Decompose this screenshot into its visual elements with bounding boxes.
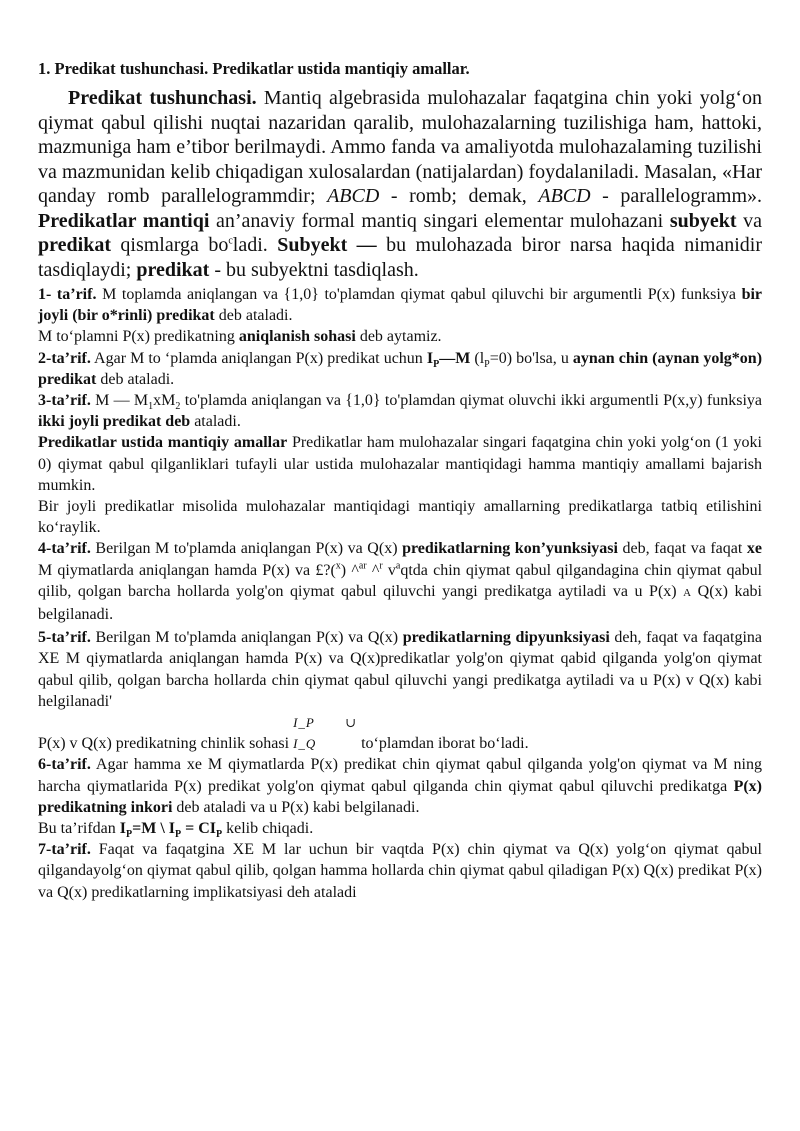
definition-text: xM [153,392,176,410]
definition-term: predikatlarning kon’yunksiyasi [402,540,618,558]
subscript: P [125,829,133,841]
definition-term: ikki joyli predikat deb [38,413,191,431]
definition-text: ) ^ [340,561,359,579]
superscript-mark: ar [358,560,367,572]
intro-text: - romb; demak, [379,185,539,207]
definition-text: deb ataladi. [96,370,175,388]
paragraph-text: Predikatlar ham mulohazalar singari faqatgina chin yoki yolg‘on (1 yoki 0) qiymat qabul qilganliklari tufayli ular ustida mulohazalar mantiqidagi hamma mantiqiy amallami bajarish mumkin. [38,434,763,494]
definition-text: Berilgan M to'plamda aniqlangan P(x) va Q(x) [90,540,403,558]
definition-text: deb, faqat va faqat [617,540,747,558]
definition-text: Faqat va faqatgina XE M lar uchun bir vaqtda P(x) chin qiymat va Q(x) yolg‘on qiymat qabul qilgandayolg‘on qiymat qabul qilib, qolgan hamma hollarda chin qiymat qabul qiladigan P(x) Q(x) predikat P(x) va Q(x) predikatlarning implikatsiyasi deh ataladi [38,841,762,901]
definition-label: 2-ta’rif. [38,349,91,367]
negation-formula-paragraph [38,818,762,839]
definition-label: 3-ta’rif. [38,392,91,410]
paragraph-text: M to‘plamni P(x) predikatning [38,328,239,346]
conjunction-symbol: A [683,586,692,599]
intro-text: - bu subyektni tasdiqlash. [209,258,419,281]
definition-term: predikatlarning dipyunksiyasi [402,629,610,647]
definition-text: ^ [366,561,380,579]
definition-text: M qiymatlarda aniqlangan hamda P(x) va £?( [38,561,336,579]
superscript-mark: r [379,560,383,572]
definition-1 [38,284,762,326]
formula-part: I [426,349,434,367]
subscript: P [484,358,490,370]
intro-text: - parallelogramm». [590,185,762,207]
domain-paragraph [38,326,762,347]
definition-term: bir joyli (bir o*rinli) predikat [38,286,763,325]
definition-text: Agar M to ‘plamda aniqlangan P(x) predikat uchun [90,349,427,367]
operations-paragraph [38,432,762,496]
definition-text: deb ataladi va u P(x) kabi belgilanadi. [172,798,420,816]
definition-label: 6-ta’rif. [38,756,91,774]
subscript: P [433,358,440,370]
definition-2 [38,348,762,390]
superscript-mark: c [228,235,233,247]
paragraph-text: deb aytamiz. [355,328,442,346]
apply-paragraph: Bir joyli predikatlar misolida mulohazalar mantiqidagi mantiqiy amallarning predikatlarga tatbiq etilishini ko‘raylik. [38,498,762,537]
definition-5 [38,627,762,712]
formula-part: —M [439,349,471,367]
definition-text: =0) bo'lsa, u [489,349,573,367]
term-predikat-def: predikat [136,258,210,281]
term-subyekt: subyekt [669,209,737,232]
definition-term: P(x) predikatning inkori [38,777,762,816]
definition-text: qtda chin qiymat qabul qilgandagina chin qiymat qabul qilib, qolgan barcha hollarda yolg'on qiymat qabul qiluvchi yangi predikatga aytiladi va u P(x) [38,561,763,600]
term-predikatlar-mantiqi: Predikatlar mantiqi [38,209,210,232]
superscript-mark: a [395,560,401,572]
formula-part: = CI [181,820,216,838]
intro-text: va [736,209,762,232]
subscript: 1 [148,401,154,413]
definition-3 [38,390,762,432]
definition-7 [38,839,762,903]
definition-text: to'plamda aniqlangan va {1,0} to'plamdan qiymat oluvchi ikki argumentli P(x,y) funksiya [180,392,763,410]
definition-text: ataladi. [190,413,241,431]
intro-paragraph [38,86,762,282]
subscript: 2 [175,401,181,413]
definition-text: deb ataladi. [214,307,293,325]
intro-text: ladi. [232,234,278,256]
formula-part: =M \ I [132,820,175,838]
definition-text: M — M [90,392,149,410]
intro-text: an’anaviy formal mantiq singari elementar mulohazani [209,209,670,232]
definition-text: M toplamda aniqlangan va {1,0} to'plamdan qiymat qabul qiluvchi bir argumentli P(x) funksiya [96,286,742,303]
definition-text: v [382,561,396,579]
subscript: P [174,829,182,841]
abcd-term: ABCD [327,185,380,207]
union-formula: I_P ∪ I_Q [293,715,358,752]
intro-text: qismlarga bo [110,234,229,256]
abcd-term: ABCD [538,185,591,207]
definition-text: Berilgan M to'plamda aniqlangan P(x) va Q(x) [90,629,403,647]
term-aniqlanish-sohasi: aniqlanish sohasi [238,328,356,346]
definition-6 [38,754,762,818]
superscript-mark: x [335,560,341,572]
paragraph-text: kelib chiqadi. [222,820,314,838]
paragraph-text: to‘plamdan iborat bo‘ladi. [357,735,529,753]
truth-domain-paragraph [38,712,762,754]
definition-label: 1- ta’rif. [38,286,97,303]
paragraph-text: P(x) v Q(x) predikatning chinlik sohasi [38,735,294,753]
paragraph-text: Bu ta’rifdan [38,820,120,838]
definition-label: 7-ta’rif. [38,841,91,859]
intro-text: bu mulohazada biror narsa haqida nimanidir tasdiqlaydi; [38,234,762,281]
definition-text: (l [470,349,485,367]
definition-term: xe [746,540,762,558]
definition-term: aynan chin (aynan yolg*on) predikat [38,349,763,388]
definition-text: deh, faqat va faqatgina XE M qiymatlarda aniqlangan hamda P(x) va Q(x)predikatlar yolg'on qiymat qabid qilganda yolg'on qiymat qabul qilib, qolgan barcha hollarda chin qiymat qabul qiluvchi yangi predikatga aytiladi va u P(x) v Q(x) kabi helgilanadi' [38,629,763,710]
formula-ip-m [426,349,471,370]
intro-text: Mantiq algebrasida mulohazalar faqatgina chin yoki yolg‘on qiymat qabul qilishi nuqtai nazaridan qaralib, mulohazalarning tuzilishiga ham, hattoki, mazmuniga ham e’tibor berilmaydi. Ammo fanda va amaliyotda mulohazalaming tuzilishi va mazmunidan kelib chiqadigan xulosalardan (natijalardan) foydalaniladi. Masalan, «Har qanday romb parallelogrammdir; [38,87,762,207]
intro-lead: Predikat tushunchasi. [68,87,257,109]
definition-label: 5-ta’rif. [38,629,91,647]
negation-formula [119,820,223,841]
section-heading: 1. Predikat tushunchasi. Predikatlar ustida mantiqiy amallar. [38,59,470,78]
term-predikat: predikat [38,234,111,256]
operations-heading: Predikatlar ustida mantiqiy amallar [38,434,288,452]
definition-text: Q(x) kabi belgilanadi. [38,582,762,624]
definition-4 [38,538,762,625]
definition-text: Agar hamma xe M qiymatlarda P(x) predikat chin qiymat qabul qilganda yolg'on qiymat va M ning harcha qiymatlarida P(x) predikat yolg'on qiymat qabul qilganda chin qiymat qabul qiluvchi predikatga [38,756,762,795]
term-subyekt-def: Subyekt — [277,234,377,256]
document-page [38,58,762,903]
definition-label: 4-ta’rif. [38,540,91,558]
subscript: P [216,829,223,841]
formula-part: I [119,820,126,838]
